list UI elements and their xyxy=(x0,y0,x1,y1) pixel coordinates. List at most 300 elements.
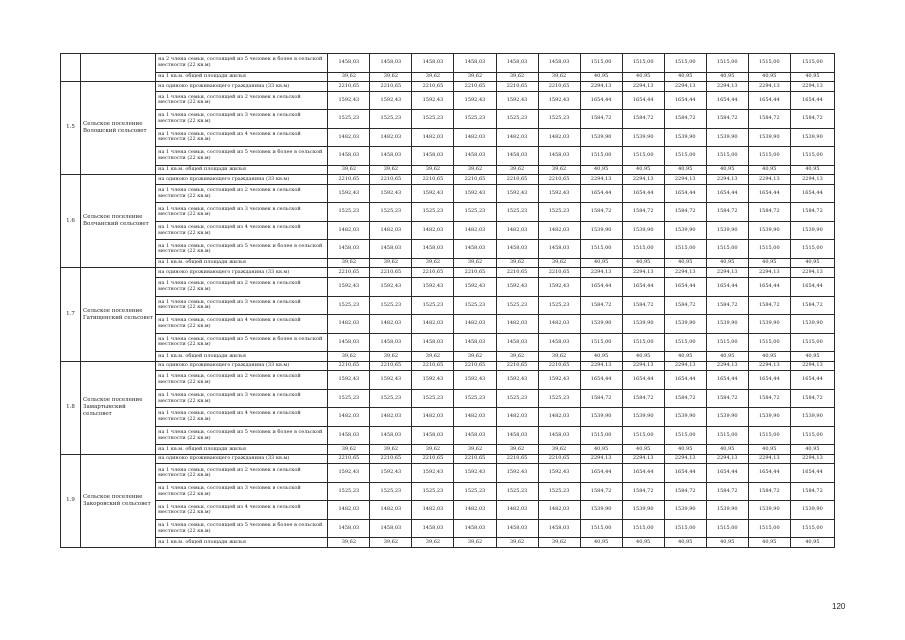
value-cell: 1515,00 xyxy=(706,333,748,352)
value-cell: 2294,13 xyxy=(622,268,664,278)
value-cell: 1525,23 xyxy=(412,482,454,501)
value-cell: 1654,44 xyxy=(580,278,622,297)
value-cell: 1584,72 xyxy=(748,203,790,222)
value-cell: 1654,44 xyxy=(622,91,664,110)
value-cell: 2210,65 xyxy=(370,175,412,185)
value-cell: 1654,44 xyxy=(706,371,748,390)
settlement-cell: Сельское поселение Гатищенский сельсовет xyxy=(81,268,156,361)
value-cell: 1458,03 xyxy=(412,240,454,259)
row-label: на 1 кв.м. общей площади жилья xyxy=(156,352,328,362)
value-cell: 1515,00 xyxy=(748,519,790,538)
value-cell: 40,95 xyxy=(622,538,664,548)
value-cell: 40,95 xyxy=(748,352,790,362)
table-row xyxy=(61,110,835,129)
value-cell: 1539,90 xyxy=(580,315,622,334)
value-cell: 1458,03 xyxy=(538,54,580,73)
row-label: на одиноко проживающего гражданина (33 кв.м) xyxy=(156,361,328,371)
table-row xyxy=(61,91,835,110)
value-cell: 1482,03 xyxy=(370,408,412,427)
value-cell: 1654,44 xyxy=(664,184,706,203)
table-row xyxy=(61,82,835,92)
value-cell: 1525,23 xyxy=(370,110,412,129)
value-cell: 1482,03 xyxy=(328,501,370,520)
value-cell: 1539,90 xyxy=(790,128,834,147)
value-cell: 1592,43 xyxy=(412,184,454,203)
value-cell: 1482,03 xyxy=(370,221,412,240)
value-cell: 1458,03 xyxy=(370,54,412,73)
table-row xyxy=(61,268,835,278)
value-cell: 1539,90 xyxy=(706,501,748,520)
value-cell: 1592,43 xyxy=(412,278,454,297)
value-cell: 1482,03 xyxy=(454,501,496,520)
value-cell: 1584,72 xyxy=(706,296,748,315)
value-cell: 1482,03 xyxy=(454,408,496,427)
index-cell: 1.8 xyxy=(61,361,81,454)
value-cell: 1525,23 xyxy=(496,482,538,501)
value-cell: 40,95 xyxy=(706,258,748,268)
table-row xyxy=(61,408,835,427)
value-cell: 1539,90 xyxy=(790,221,834,240)
value-cell: 1584,72 xyxy=(748,482,790,501)
value-cell: 1458,03 xyxy=(454,426,496,445)
value-cell: 1539,90 xyxy=(664,501,706,520)
value-cell: 40,95 xyxy=(664,538,706,548)
index-cell xyxy=(61,54,81,82)
value-cell: 1482,03 xyxy=(538,501,580,520)
row-label: на 1 члена семьи, состоящей из 2 человек в сельской местности (22 кв.м) xyxy=(156,91,328,110)
value-cell: 2210,65 xyxy=(328,175,370,185)
value-cell: 1654,44 xyxy=(790,371,834,390)
index-cell: 1.7 xyxy=(61,268,81,361)
value-cell: 1515,00 xyxy=(706,426,748,445)
table-row xyxy=(61,165,835,175)
value-cell: 1525,23 xyxy=(370,296,412,315)
value-cell: 1584,72 xyxy=(790,203,834,222)
value-cell: 2210,65 xyxy=(538,175,580,185)
value-cell: 1539,90 xyxy=(748,408,790,427)
value-cell: 2294,13 xyxy=(790,175,834,185)
value-cell: 2294,13 xyxy=(580,268,622,278)
value-cell: 1592,43 xyxy=(454,91,496,110)
value-cell: 40,95 xyxy=(622,445,664,455)
row-label: на 1 члена семьи, состоящей из 5 человек и более в сельской местности (22 кв.м) xyxy=(156,519,328,538)
value-cell: 1654,44 xyxy=(748,464,790,483)
value-cell: 1584,72 xyxy=(580,482,622,501)
value-cell: 1515,00 xyxy=(790,147,834,166)
value-cell: 39,62 xyxy=(412,258,454,268)
value-cell: 1458,03 xyxy=(496,147,538,166)
value-cell: 2210,65 xyxy=(538,82,580,92)
value-cell: 1515,00 xyxy=(664,54,706,73)
value-cell: 1654,44 xyxy=(580,371,622,390)
value-cell: 2294,13 xyxy=(790,268,834,278)
value-cell: 39,62 xyxy=(370,72,412,82)
table-row xyxy=(61,54,835,73)
settlement-cell: Сельское поселение Волчанский сельсовет xyxy=(81,175,156,268)
value-cell: 39,62 xyxy=(538,538,580,548)
value-cell: 1654,44 xyxy=(664,464,706,483)
value-cell: 40,95 xyxy=(748,72,790,82)
value-cell: 1525,23 xyxy=(454,203,496,222)
value-cell: 1539,90 xyxy=(622,221,664,240)
value-cell: 40,95 xyxy=(748,445,790,455)
value-cell: 1458,03 xyxy=(538,333,580,352)
value-cell: 1458,03 xyxy=(328,333,370,352)
value-cell: 1584,72 xyxy=(706,110,748,129)
value-cell: 1654,44 xyxy=(748,91,790,110)
table-row xyxy=(61,464,835,483)
table-row xyxy=(61,482,835,501)
value-cell: 1592,43 xyxy=(538,278,580,297)
value-cell: 1592,43 xyxy=(370,371,412,390)
table-row xyxy=(61,454,835,464)
index-cell: 1.6 xyxy=(61,175,81,268)
value-cell: 1539,90 xyxy=(664,408,706,427)
value-cell: 1584,72 xyxy=(622,296,664,315)
value-cell: 40,95 xyxy=(580,352,622,362)
value-cell: 1539,90 xyxy=(790,408,834,427)
value-cell: 2294,13 xyxy=(622,361,664,371)
value-cell: 1515,00 xyxy=(748,54,790,73)
value-cell: 2210,65 xyxy=(454,268,496,278)
value-cell: 40,95 xyxy=(664,165,706,175)
row-label: на 1 члена семьи, состоящей из 5 человек и более в сельской местности (22 кв.м) xyxy=(156,333,328,352)
table-row xyxy=(61,147,835,166)
table-row xyxy=(61,389,835,408)
value-cell: 2294,13 xyxy=(748,454,790,464)
value-cell: 2294,13 xyxy=(664,361,706,371)
table-row xyxy=(61,258,835,268)
value-cell: 1525,23 xyxy=(370,482,412,501)
value-cell: 1654,44 xyxy=(706,278,748,297)
value-cell: 1592,43 xyxy=(370,278,412,297)
table-row xyxy=(61,175,835,185)
value-cell: 1458,03 xyxy=(412,147,454,166)
value-cell: 1515,00 xyxy=(622,333,664,352)
value-cell: 1539,90 xyxy=(622,128,664,147)
value-cell: 1584,72 xyxy=(790,482,834,501)
value-cell: 1458,03 xyxy=(454,333,496,352)
value-cell: 1515,00 xyxy=(622,519,664,538)
value-cell: 1654,44 xyxy=(580,464,622,483)
value-cell: 1654,44 xyxy=(622,278,664,297)
value-cell: 2294,13 xyxy=(790,454,834,464)
value-cell: 1539,90 xyxy=(580,221,622,240)
value-cell: 1584,72 xyxy=(748,296,790,315)
value-cell: 40,95 xyxy=(580,445,622,455)
value-cell: 1592,43 xyxy=(538,184,580,203)
value-cell: 1525,23 xyxy=(412,296,454,315)
table-row xyxy=(61,333,835,352)
value-cell: 40,95 xyxy=(748,258,790,268)
rates-table-body xyxy=(61,54,835,548)
value-cell: 1482,03 xyxy=(412,128,454,147)
value-cell: 1482,03 xyxy=(412,501,454,520)
value-cell: 39,62 xyxy=(454,352,496,362)
value-cell: 39,62 xyxy=(412,352,454,362)
value-cell: 40,95 xyxy=(790,538,834,548)
value-cell: 1584,72 xyxy=(790,389,834,408)
value-cell: 1584,72 xyxy=(622,389,664,408)
value-cell: 2294,13 xyxy=(664,454,706,464)
value-cell: 40,95 xyxy=(790,258,834,268)
value-cell: 1592,43 xyxy=(496,371,538,390)
value-cell: 1584,72 xyxy=(706,203,748,222)
value-cell: 1584,72 xyxy=(580,110,622,129)
value-cell: 1592,43 xyxy=(538,91,580,110)
value-cell: 40,95 xyxy=(706,165,748,175)
row-label: на 1 члена семьи, состоящей из 5 человек и более в сельской местности (22 кв.м) xyxy=(156,426,328,445)
value-cell: 40,95 xyxy=(790,165,834,175)
value-cell: 1515,00 xyxy=(748,240,790,259)
value-cell: 1525,23 xyxy=(454,482,496,501)
value-cell: 40,95 xyxy=(706,445,748,455)
value-cell: 1515,00 xyxy=(622,54,664,73)
value-cell: 40,95 xyxy=(580,538,622,548)
value-cell: 2294,13 xyxy=(664,82,706,92)
value-cell: 40,95 xyxy=(790,352,834,362)
value-cell: 1654,44 xyxy=(706,184,748,203)
value-cell: 1525,23 xyxy=(496,296,538,315)
value-cell: 1584,72 xyxy=(664,296,706,315)
value-cell: 1458,03 xyxy=(454,54,496,73)
table-row xyxy=(61,203,835,222)
value-cell: 1515,00 xyxy=(748,333,790,352)
value-cell: 2210,65 xyxy=(412,268,454,278)
value-cell: 1458,03 xyxy=(496,54,538,73)
value-cell: 1539,90 xyxy=(790,315,834,334)
value-cell: 1539,90 xyxy=(748,221,790,240)
value-cell: 1584,72 xyxy=(706,482,748,501)
value-cell: 1592,43 xyxy=(496,278,538,297)
value-cell: 1458,03 xyxy=(412,333,454,352)
value-cell: 1482,03 xyxy=(496,408,538,427)
value-cell: 1654,44 xyxy=(748,184,790,203)
value-cell: 1584,72 xyxy=(790,296,834,315)
rates-table xyxy=(60,53,835,548)
value-cell: 2294,13 xyxy=(790,82,834,92)
row-label: на 1 члена семьи, состоящей из 5 человек и более в сельской местности (22 кв.м) xyxy=(156,240,328,259)
value-cell: 1654,44 xyxy=(580,91,622,110)
value-cell: 1482,03 xyxy=(328,221,370,240)
value-cell: 1458,03 xyxy=(412,426,454,445)
value-cell: 1525,23 xyxy=(454,389,496,408)
value-cell: 2294,13 xyxy=(622,454,664,464)
value-cell: 1525,23 xyxy=(412,203,454,222)
value-cell: 1458,03 xyxy=(496,333,538,352)
value-cell: 39,62 xyxy=(328,165,370,175)
value-cell: 1458,03 xyxy=(328,147,370,166)
value-cell: 1482,03 xyxy=(538,315,580,334)
value-cell: 1654,44 xyxy=(748,371,790,390)
value-cell: 1458,03 xyxy=(454,147,496,166)
table-row xyxy=(61,128,835,147)
value-cell: 1458,03 xyxy=(454,240,496,259)
value-cell: 1539,90 xyxy=(580,501,622,520)
row-label: на 1 члена семьи, состоящей из 4 человек в сельской местности (22 кв.м) xyxy=(156,221,328,240)
value-cell: 1525,23 xyxy=(412,389,454,408)
value-cell: 2294,13 xyxy=(622,82,664,92)
value-cell: 1584,72 xyxy=(706,389,748,408)
value-cell: 39,62 xyxy=(496,258,538,268)
value-cell: 2210,65 xyxy=(412,454,454,464)
value-cell: 1458,03 xyxy=(538,240,580,259)
value-cell: 2210,65 xyxy=(496,175,538,185)
value-cell: 39,62 xyxy=(370,445,412,455)
table-row xyxy=(61,315,835,334)
value-cell: 2210,65 xyxy=(538,268,580,278)
value-cell: 1654,44 xyxy=(706,91,748,110)
value-cell: 1539,90 xyxy=(748,315,790,334)
value-cell: 1482,03 xyxy=(328,315,370,334)
value-cell: 2294,13 xyxy=(706,454,748,464)
value-cell: 1525,23 xyxy=(370,203,412,222)
value-cell: 1654,44 xyxy=(706,464,748,483)
row-label: на 1 члена семьи, состоящей из 3 человек в сельской местности (22 кв.м) xyxy=(156,203,328,222)
value-cell: 1584,72 xyxy=(664,389,706,408)
value-cell: 1458,03 xyxy=(370,426,412,445)
value-cell: 1525,23 xyxy=(538,110,580,129)
value-cell: 2294,13 xyxy=(706,268,748,278)
row-label: на одиноко проживающего гражданина (33 кв.м) xyxy=(156,454,328,464)
value-cell: 1515,00 xyxy=(706,54,748,73)
value-cell: 2294,13 xyxy=(748,361,790,371)
value-cell: 1515,00 xyxy=(580,240,622,259)
value-cell: 2210,65 xyxy=(454,454,496,464)
value-cell: 1592,43 xyxy=(328,278,370,297)
value-cell: 1515,00 xyxy=(706,147,748,166)
value-cell: 1515,00 xyxy=(580,333,622,352)
index-cell: 1.5 xyxy=(61,82,81,175)
table-row xyxy=(61,352,835,362)
value-cell: 39,62 xyxy=(454,445,496,455)
value-cell: 1654,44 xyxy=(622,464,664,483)
value-cell: 2210,65 xyxy=(370,361,412,371)
row-label: на одиноко проживающего гражданина (33 кв.м) xyxy=(156,175,328,185)
value-cell: 2210,65 xyxy=(328,361,370,371)
value-cell: 39,62 xyxy=(454,258,496,268)
value-cell: 1592,43 xyxy=(370,91,412,110)
value-cell: 1592,43 xyxy=(370,184,412,203)
value-cell: 1482,03 xyxy=(412,315,454,334)
value-cell: 1525,23 xyxy=(412,110,454,129)
value-cell: 1592,43 xyxy=(538,371,580,390)
value-cell: 1525,23 xyxy=(328,203,370,222)
table-row xyxy=(61,278,835,297)
value-cell: 1584,72 xyxy=(664,482,706,501)
value-cell: 1592,43 xyxy=(412,91,454,110)
value-cell: 1515,00 xyxy=(748,426,790,445)
value-cell: 1482,03 xyxy=(538,221,580,240)
value-cell: 39,62 xyxy=(496,352,538,362)
value-cell: 2210,65 xyxy=(412,82,454,92)
value-cell: 1458,03 xyxy=(496,240,538,259)
value-cell: 1458,03 xyxy=(328,426,370,445)
value-cell: 1458,03 xyxy=(538,147,580,166)
settlement-cell: Сельское поселение Закоровский сельсовет xyxy=(81,454,156,547)
value-cell: 40,95 xyxy=(706,352,748,362)
table-row xyxy=(61,72,835,82)
value-cell: 1584,72 xyxy=(580,296,622,315)
value-cell: 1525,23 xyxy=(496,110,538,129)
value-cell: 1482,03 xyxy=(454,221,496,240)
value-cell: 40,95 xyxy=(622,72,664,82)
value-cell: 1539,90 xyxy=(790,501,834,520)
value-cell: 1515,00 xyxy=(664,519,706,538)
page-number: 120 xyxy=(832,602,846,611)
value-cell: 2210,65 xyxy=(370,454,412,464)
value-cell: 40,95 xyxy=(622,352,664,362)
value-cell: 1515,00 xyxy=(664,147,706,166)
row-label: на 1 члена семьи, состоящей из 4 человек в сельской местности (22 кв.м) xyxy=(156,501,328,520)
table-row xyxy=(61,240,835,259)
value-cell: 1482,03 xyxy=(412,221,454,240)
value-cell: 39,62 xyxy=(412,445,454,455)
row-label: на 1 члена семьи, состоящей из 4 человек в сельской местности (22 кв.м) xyxy=(156,408,328,427)
value-cell: 2210,65 xyxy=(454,361,496,371)
value-cell: 1584,72 xyxy=(790,110,834,129)
value-cell: 2210,65 xyxy=(538,361,580,371)
value-cell: 1515,00 xyxy=(580,54,622,73)
value-cell: 1515,00 xyxy=(580,147,622,166)
value-cell: 39,62 xyxy=(454,538,496,548)
value-cell: 1525,23 xyxy=(454,296,496,315)
value-cell: 1515,00 xyxy=(748,147,790,166)
value-cell: 1525,23 xyxy=(538,389,580,408)
value-cell: 1515,00 xyxy=(706,240,748,259)
value-cell: 39,62 xyxy=(370,352,412,362)
row-label: на 1 члена семьи, состоящей из 3 человек в сельской местности (22 кв.м) xyxy=(156,389,328,408)
row-label: на 1 кв.м. общей площади жилья xyxy=(156,538,328,548)
value-cell: 1592,43 xyxy=(496,184,538,203)
value-cell: 1482,03 xyxy=(454,128,496,147)
value-cell: 39,62 xyxy=(370,165,412,175)
value-cell: 40,95 xyxy=(580,72,622,82)
value-cell: 1515,00 xyxy=(664,240,706,259)
value-cell: 1482,03 xyxy=(538,128,580,147)
value-cell: 39,62 xyxy=(538,165,580,175)
value-cell: 1592,43 xyxy=(328,464,370,483)
value-cell: 2210,65 xyxy=(328,268,370,278)
table-row xyxy=(61,445,835,455)
value-cell: 1482,03 xyxy=(328,408,370,427)
value-cell: 2210,65 xyxy=(328,82,370,92)
value-cell: 1525,23 xyxy=(328,296,370,315)
value-cell: 2294,13 xyxy=(580,175,622,185)
table-row xyxy=(61,361,835,371)
value-cell: 2294,13 xyxy=(790,361,834,371)
value-cell: 1482,03 xyxy=(496,501,538,520)
value-cell: 40,95 xyxy=(622,258,664,268)
value-cell: 1654,44 xyxy=(622,184,664,203)
value-cell: 1592,43 xyxy=(328,91,370,110)
value-cell: 2210,65 xyxy=(454,175,496,185)
value-cell: 1654,44 xyxy=(664,371,706,390)
value-cell: 2294,13 xyxy=(706,175,748,185)
value-cell: 1525,23 xyxy=(538,482,580,501)
value-cell: 39,62 xyxy=(538,445,580,455)
value-cell: 1539,90 xyxy=(664,221,706,240)
value-cell: 1515,00 xyxy=(790,240,834,259)
value-cell: 1525,23 xyxy=(328,389,370,408)
row-label: на 1 члена семьи, состоящей из 5 человек и более в сельской местности (22 кв.м) xyxy=(156,147,328,166)
value-cell: 1482,03 xyxy=(538,408,580,427)
value-cell: 39,62 xyxy=(328,72,370,82)
value-cell: 1654,44 xyxy=(790,278,834,297)
value-cell: 1525,23 xyxy=(454,110,496,129)
value-cell: 1539,90 xyxy=(748,501,790,520)
row-label: на одиноко проживающего гражданина (33 кв.м) xyxy=(156,82,328,92)
